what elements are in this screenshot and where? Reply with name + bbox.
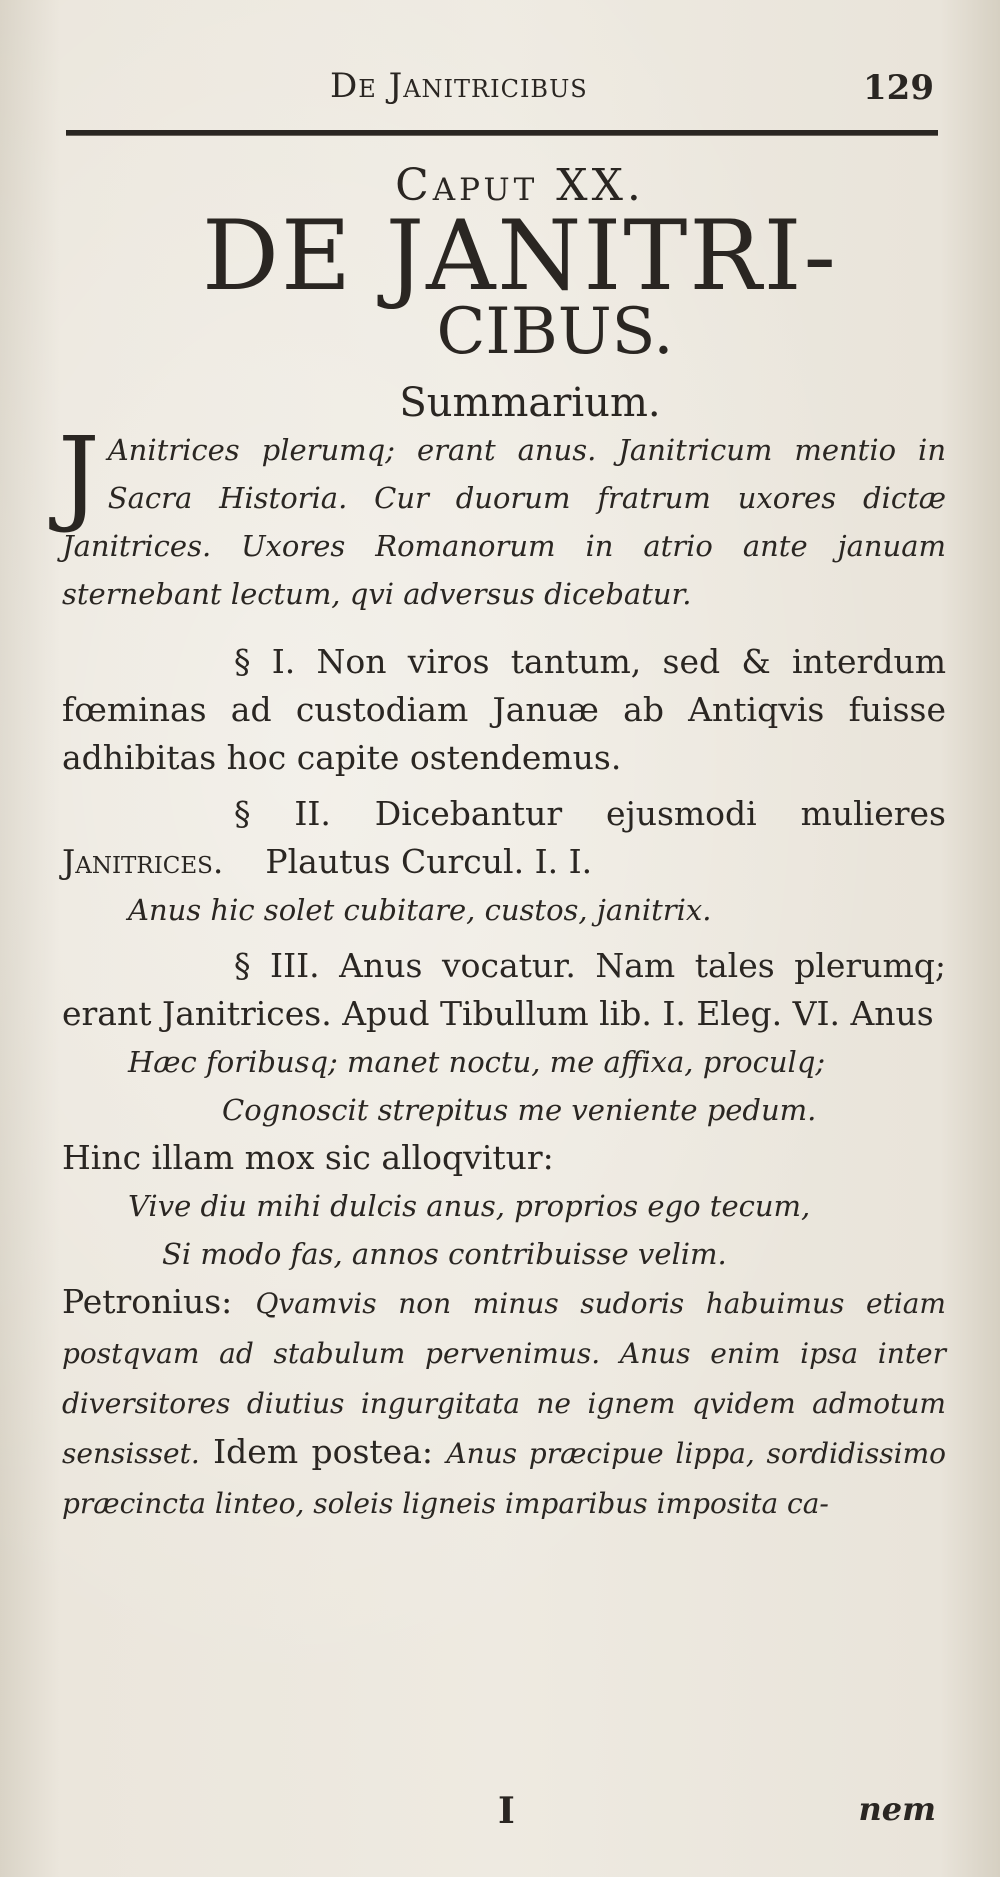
page-number: 129 [863,68,934,108]
paragraph-4: Hinc illam mox sic alloqvitur: [62,1138,554,1177]
chapter-label: Caput XX. [395,160,645,211]
text-block [58,414,946,1528]
term-janitrices: Janitrices. [62,842,224,881]
petronius-quote-1: Qvamvis non minus sudoris habuimus etiam postqvam ad stabulum pervenimus. Anus enim ipsa inter diversitores diutius ingurgitata ne ignem qvidem admotum sensisset. [62,1287,946,1470]
paragraph-5 [62,1278,946,1528]
verse-tibullus-4: Si modo fas, annos contribuisse velim. [162,1237,727,1271]
petronius-quote-2: Anus præcipue lippa, sordidissimo præcincta linteo, soleis ligneis imparibus imposita ca- [62,1437,946,1520]
summary-paragraph [58,414,946,618]
quote-plautus: Anus hic solet cubitare, custos, janitrix. [128,893,712,927]
idem-postea-label: Idem postea: [213,1432,433,1471]
petronius-label: Petronius: [62,1282,233,1321]
chapter-title: DE JANITRI- [202,200,838,312]
page-footer [62,1790,936,1840]
catchword: nem [858,1790,936,1828]
signature-mark: I [498,1790,515,1832]
paragraph-2 [62,790,946,886]
summary-heading: Summarium. [399,380,661,426]
drop-cap: J [58,414,100,536]
citation-plautus: Plautus Curcul. I. I. [265,842,593,881]
chapter-title-continuation: CIBUS. [436,295,674,369]
paragraph-1: § I. Non viros tantum, sed & interdum fœminas ad custodiam Januæ ab Antiqvis fuisse adhibitas hoc capite ostendemus. [62,642,946,777]
verse-tibullus-1: Hæc foribusq; manet noctu, me affixa, proculq; [128,1045,826,1079]
paragraph-2-text: § II. Dicebantur ejusmodi mulieres [234,794,946,833]
paragraph-3: § III. Anus vocatur. Nam tales plerumq; erant Janitrices. Apud Tibullum lib. I. Eleg. VI. Anus [62,946,946,1033]
running-head [0,66,1000,116]
verse-tibullus-2: Cognoscit strepitus me veniente pedum. [222,1093,817,1127]
summary-text: Anitrices plerumq; erant anus. Janitricum mentio in Sacra Historia. Cur duorum fratrum uxores dictæ Janitrices. Uxores Romanorum in atrio ante januam sternebant lectum, qvi adversus dicebatur. [62,433,946,611]
verse-tibullus-3: Vive diu mihi dulcis anus, proprios ego tecum, [128,1189,811,1223]
header-rule [66,130,938,136]
running-title: De Janitricibus [330,66,588,106]
